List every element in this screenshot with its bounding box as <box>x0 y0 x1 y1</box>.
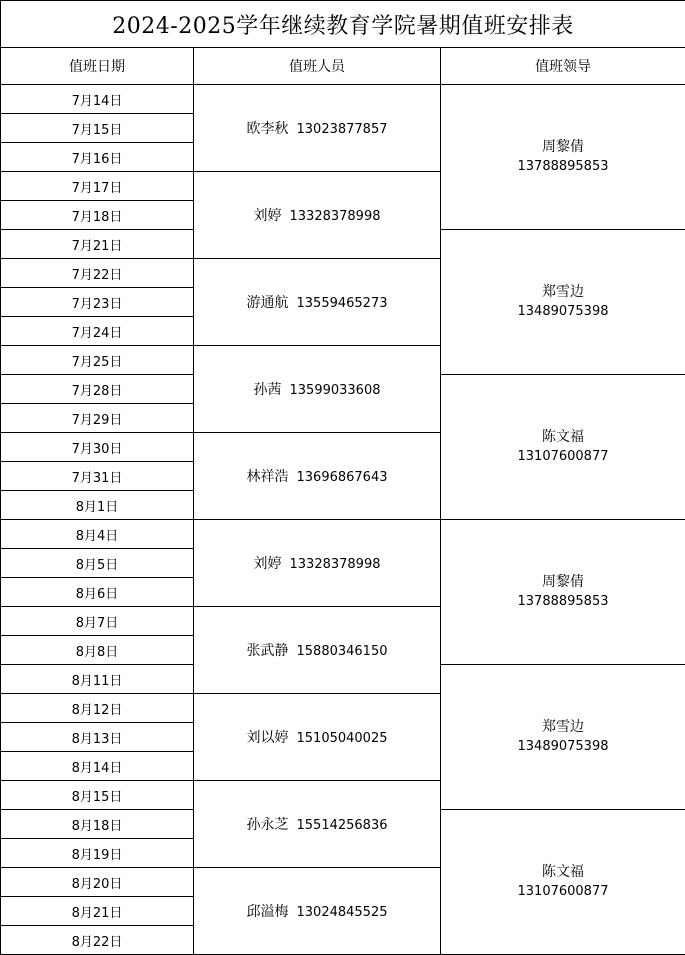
duty-date-cell: 8月6日 <box>1 578 194 607</box>
leader-name: 周黎倩 <box>441 573 685 592</box>
leader-phone: 13788895853 <box>441 157 685 176</box>
duty-staff-cell <box>194 781 441 868</box>
staff-phone: 13696867643 <box>297 470 388 485</box>
staff-phone: 15105040025 <box>297 731 388 746</box>
duty-leader-cell <box>441 230 685 375</box>
staff-name: 邱溢梅 <box>247 904 289 920</box>
leader-name: 郑雪边 <box>441 283 685 302</box>
staff-phone: 13599033608 <box>290 383 381 398</box>
duty-staff-cell <box>194 259 441 346</box>
staff-name: 刘婷 <box>254 556 282 572</box>
duty-date-cell: 8月12日 <box>1 694 194 723</box>
duty-staff-cell <box>194 520 441 607</box>
staff-phone: 13024845525 <box>297 905 388 920</box>
duty-leader-cell <box>441 810 685 955</box>
staff-name: 孙茜 <box>254 382 282 398</box>
duty-staff-cell <box>194 85 441 172</box>
table-row <box>1 85 685 114</box>
duty-staff-cell <box>194 694 441 781</box>
staff-phone: 13328378998 <box>290 209 381 224</box>
staff-phone: 15880346150 <box>297 644 388 659</box>
duty-date-cell: 7月14日 <box>1 85 194 114</box>
leader-phone: 13107600877 <box>441 882 685 901</box>
staff-name: 林祥浩 <box>247 469 289 485</box>
duty-date-cell: 7月21日 <box>1 230 194 259</box>
duty-leader-cell <box>441 520 685 665</box>
duty-date-cell: 8月4日 <box>1 520 194 549</box>
duty-date-cell: 8月8日 <box>1 636 194 665</box>
duty-date-cell: 8月21日 <box>1 897 194 926</box>
duty-staff-cell <box>194 172 441 259</box>
staff-name: 孙永芝 <box>247 817 289 833</box>
duty-date-cell: 7月24日 <box>1 317 194 346</box>
duty-date-cell: 8月15日 <box>1 781 194 810</box>
duty-date-cell: 8月11日 <box>1 665 194 694</box>
duty-date-cell: 8月18日 <box>1 810 194 839</box>
staff-phone: 13023877857 <box>297 122 388 137</box>
duty-staff-cell <box>194 607 441 694</box>
duty-date-cell: 8月7日 <box>1 607 194 636</box>
leader-phone: 13489075398 <box>441 737 685 756</box>
leader-phone: 13788895853 <box>441 592 685 611</box>
leader-phone: 13107600877 <box>441 447 685 466</box>
duty-date-cell: 7月16日 <box>1 143 194 172</box>
staff-name: 刘以婷 <box>247 730 289 746</box>
duty-date-cell: 7月29日 <box>1 404 194 433</box>
staff-name: 游通航 <box>247 295 289 311</box>
duty-date-cell: 7月31日 <box>1 462 194 491</box>
staff-name: 张武静 <box>247 643 289 659</box>
staff-name: 欧李秋 <box>247 121 289 137</box>
duty-date-cell: 8月20日 <box>1 868 194 897</box>
duty-date-cell: 7月28日 <box>1 375 194 404</box>
leader-name: 郑雪边 <box>441 718 685 737</box>
leader-name: 周黎倩 <box>441 138 685 157</box>
header-date: 值班日期 <box>1 48 194 85</box>
duty-date-cell: 7月23日 <box>1 288 194 317</box>
duty-staff-cell <box>194 433 441 520</box>
leader-name: 陈文福 <box>441 428 685 447</box>
duty-date-cell: 8月19日 <box>1 839 194 868</box>
duty-date-cell: 8月13日 <box>1 723 194 752</box>
staff-phone: 13328378998 <box>290 557 381 572</box>
duty-leader-cell <box>441 665 685 810</box>
duty-date-cell: 7月18日 <box>1 201 194 230</box>
duty-staff-cell <box>194 346 441 433</box>
staff-name: 刘婷 <box>254 208 282 224</box>
leader-name: 陈文福 <box>441 863 685 882</box>
duty-date-cell: 7月22日 <box>1 259 194 288</box>
staff-phone: 15514256836 <box>297 818 388 833</box>
duty-date-cell: 8月5日 <box>1 549 194 578</box>
duty-date-cell: 7月15日 <box>1 114 194 143</box>
duty-leader-cell <box>441 85 685 230</box>
table-row <box>1 520 685 549</box>
staff-phone: 13559465273 <box>297 296 388 311</box>
duty-date-cell: 7月25日 <box>1 346 194 375</box>
duty-date-cell: 8月1日 <box>1 491 194 520</box>
title-row <box>1 1 685 48</box>
leader-phone: 13489075398 <box>441 302 685 321</box>
duty-date-cell: 7月17日 <box>1 172 194 201</box>
duty-leader-cell <box>441 375 685 520</box>
duty-date-cell: 8月14日 <box>1 752 194 781</box>
duty-date-cell: 7月30日 <box>1 433 194 462</box>
page-title: 2024-2025学年继续教育学院暑期值班安排表 <box>1 1 685 48</box>
duty-date-cell: 8月22日 <box>1 926 194 955</box>
header-row <box>1 48 685 85</box>
duty-staff-cell <box>194 868 441 955</box>
header-staff: 值班人员 <box>194 48 441 85</box>
header-leader: 值班领导 <box>441 48 685 85</box>
